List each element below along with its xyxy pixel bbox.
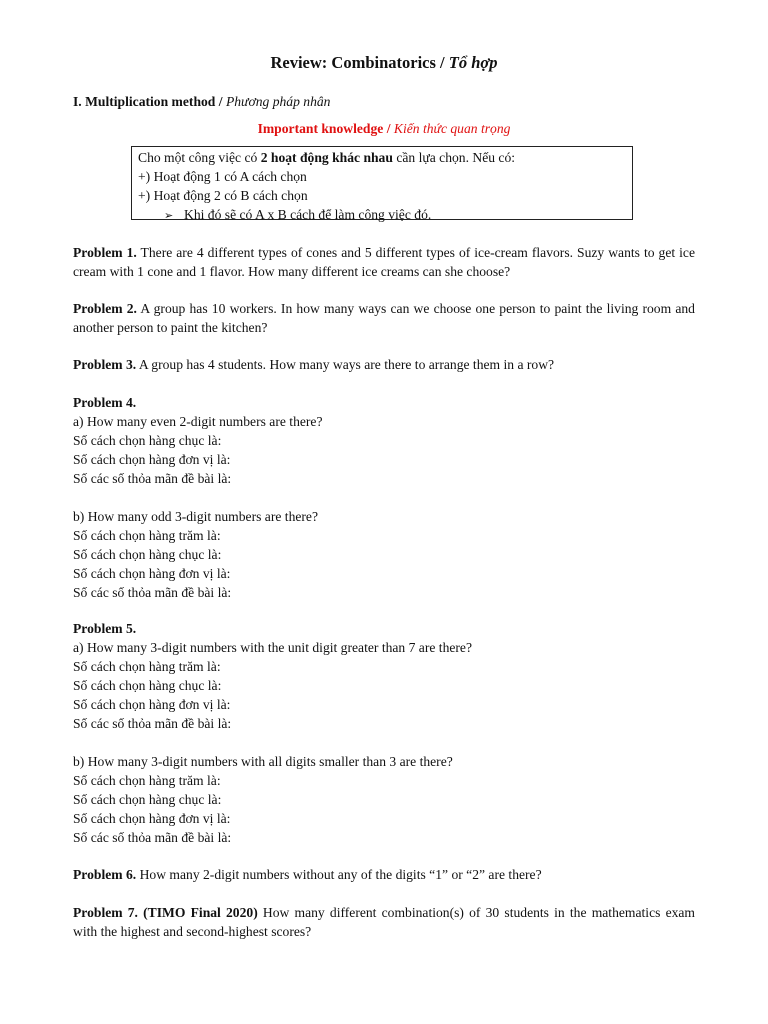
page-title: Review: Combinatorics / Tổ hợp (270, 53, 498, 72)
problem-5-part-a: a) How many 3-digit numbers with the unit digit greater than 7 are there? (73, 640, 473, 655)
problem-7: Problem 7. (TIMO Final 2020) How many different combination(s) of 30 students in the mathematics exam with the highest and second-highest scores? (73, 905, 696, 939)
section-heading: I. Multiplication method / Phương pháp nhân (73, 94, 331, 109)
problem-5: Problem 5. a) How many 3-digit numbers with the unit digit greater than 7 are there? Số cách chọn hàng trăm là: Số cách chọn hàng chục là: Số cách chọn hàng đơn vị là: Số các số thỏa mãn đề bài là: b) How many 3-digit numbers with all digits smaller than 3 are there? Số cách chọn hàng trăm là: Số cách chọn hàng chục là: Số cách chọn hàng đơn vị là: Số các số thỏa mãn đề bài là: (73, 619, 695, 847)
problem-4-part-a: a) How many even 2-digit numbers are there? (73, 414, 323, 429)
problem-6: Problem 6. How many 2-digit numbers without any of the digits “1” or “2” are there? (73, 867, 542, 882)
box-line-2: +) Hoạt động 1 có A cách chọn (138, 169, 307, 184)
knowledge-box (131, 146, 633, 220)
important-knowledge-heading: Important knowledge / Kiến thức quan trọng (257, 121, 511, 136)
box-line-4: ➢ Khi đó sẽ có A x B cách để làm công việc đó. (138, 205, 626, 225)
problem-5-part-b: b) How many 3-digit numbers with all digits smaller than 3 are there? (73, 754, 453, 769)
box-line-1: Cho một công việc có 2 hoạt động khác nhau cần lựa chọn. Nếu có: (138, 150, 516, 165)
problem-2: Problem 2. A group has 10 workers. In how many ways can we choose one person to paint the living room and another person to paint the kitchen? (73, 301, 695, 335)
box-line-3: +) Hoạt động 2 có B cách chọn (138, 188, 308, 203)
problem-4: Problem 4. a) How many even 2-digit numbers are there? Số cách chọn hàng chục là: Số cách chọn hàng đơn vị là: Số các số thỏa mãn đề bài là: b) How many odd 3-digit numbers are there? Số cách chọn hàng trăm là: Số cách chọn hàng chục là: Số cách chọn hàng đơn vị là: Số các số thỏa mãn đề bài là: (73, 393, 695, 602)
arrow-bullet-icon: ➢ (164, 209, 174, 222)
problem-4-part-b: b) How many odd 3-digit numbers are there? (73, 509, 318, 524)
problem-3: Problem 3. A group has 4 students. How many ways are there to arrange them in a row? (73, 357, 555, 372)
problem-1: Problem 1. There are 4 different types of cones and 5 different types of ice-cream flavors. Suzy wants to get ice cream with 1 cone and 1 flavor. How many different ice creams can she choose? (73, 245, 695, 279)
